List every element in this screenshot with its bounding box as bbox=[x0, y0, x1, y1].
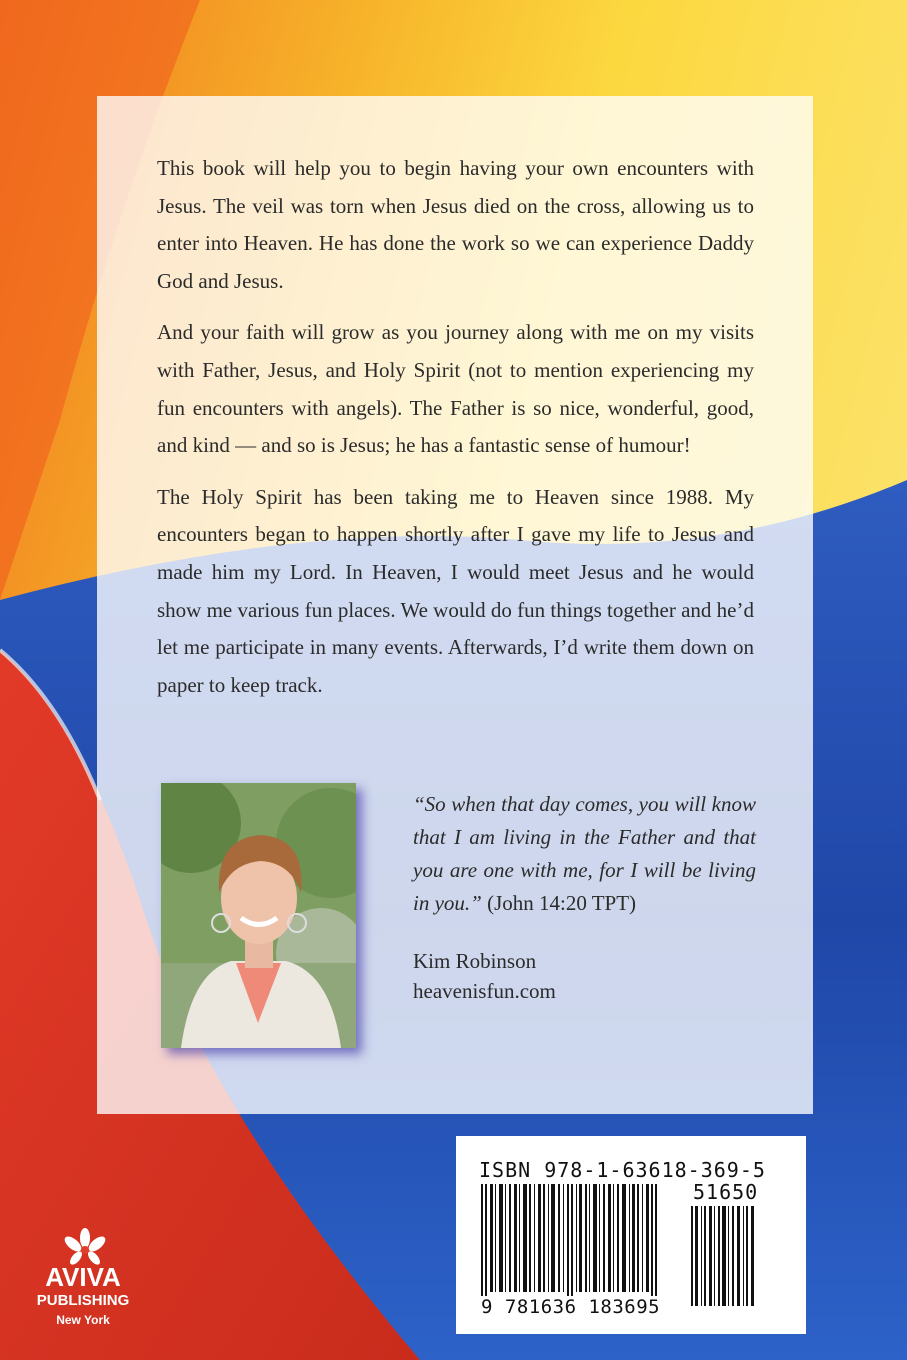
publisher-city: New York bbox=[56, 1313, 110, 1327]
barcode-ean bbox=[479, 1184, 679, 1304]
quote-reference: (John 14:20 TPT) bbox=[487, 891, 637, 915]
quote-text: “So when that day comes, you will know that I am living in the Father and that you are one with me, for I will be living in you.” bbox=[413, 792, 756, 915]
publisher-name: AVIVA bbox=[45, 1262, 121, 1292]
description-paragraph-2: And your faith will grow as you journey along with me on my visits with Father, Jesus, and Holy Spirit (not to mention experiencing my fun encounters with angels). The Father is so nice, wonderful, good, and kind — and so is Jesus; he has a fantastic sense of humour! bbox=[157, 320, 754, 458]
description-paragraph-1: This book will help you to begin having your own encounters with Jesus. The veil was torn when Jesus died on the cross, allowing us to enter into Heaven. He has done the work so we can experience Daddy God and Jesus. bbox=[157, 156, 754, 293]
author-name: Kim Robinson bbox=[413, 949, 537, 973]
barcode-addon bbox=[691, 1206, 761, 1306]
description bbox=[157, 150, 754, 718]
barcode-number: 9 781636 183695 bbox=[481, 1296, 661, 1318]
publisher-subtitle: PUBLISHING bbox=[36, 1292, 130, 1309]
author-photo bbox=[161, 783, 356, 1048]
scripture-quote bbox=[413, 788, 756, 920]
description-paragraph-3: The Holy Spirit has been taking me to Heaven since 1988. My encounters began to happen shortly after I gave my life to Jesus and made him my Lord. In Heaven, I would meet Jesus and he would show me various fun places. We would do fun things together and he’d let me participate in many events. Afterwards, I’d write them down on paper to keep track. bbox=[157, 484, 754, 697]
isbn-text: ISBN 978-1-63618-369-5 bbox=[479, 1158, 766, 1182]
price-code: 51650 bbox=[693, 1180, 759, 1204]
author-website[interactable]: heavenisfun.com bbox=[413, 979, 556, 1003]
author-info bbox=[413, 946, 556, 1006]
